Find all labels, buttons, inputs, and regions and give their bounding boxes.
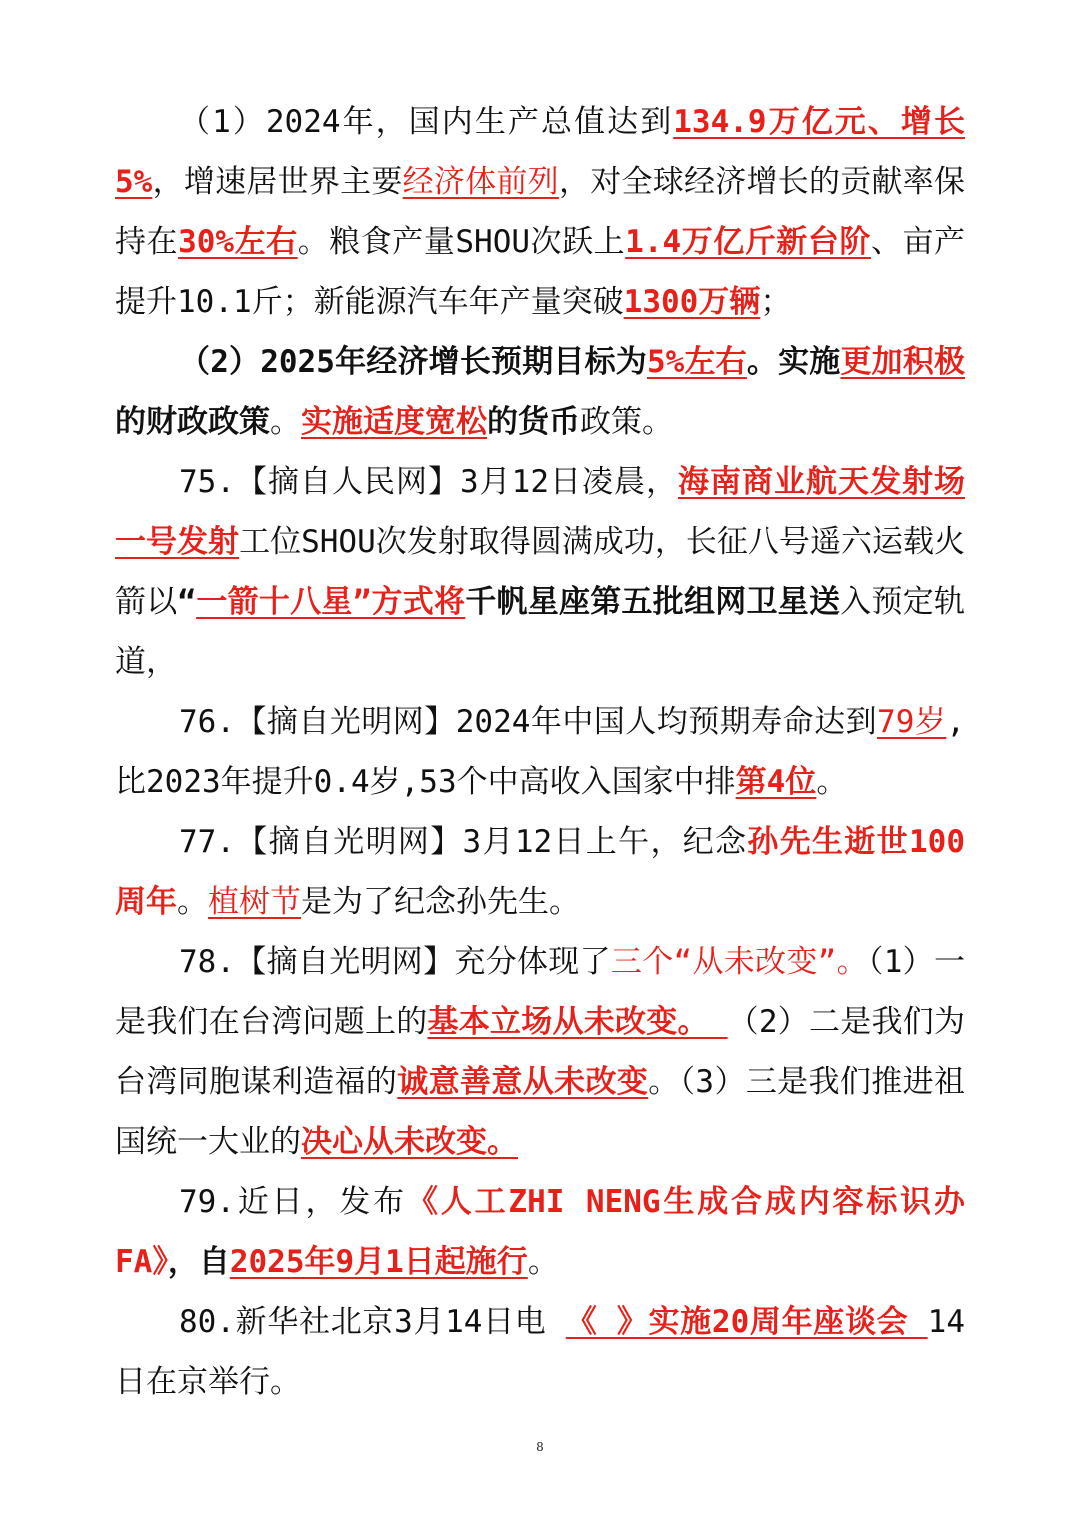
text-run: ，对全球经济增长的贡献率保持在 xyxy=(115,164,966,260)
text-run: 79岁 xyxy=(877,704,947,740)
text-run: 《人工ZHI NENG生成合成内容标识办FA》 xyxy=(115,1184,965,1280)
text-run: ，自 xyxy=(167,1244,230,1280)
text-run: 、亩产提升10.1斤；新能源汽车年产量突破 xyxy=(115,224,965,320)
paragraph-p76 xyxy=(115,692,965,812)
text-run: （1）一是我们在台湾问题上的 xyxy=(115,944,965,1040)
text-run: 诚意善意从未改变 xyxy=(397,1064,649,1100)
text-run: 政策。 xyxy=(580,404,673,440)
text-run: 海南商业航天发射场一号发射 xyxy=(115,464,966,560)
text-run: “ xyxy=(177,584,197,620)
text-run: 孙先生逝世100周年 xyxy=(115,824,965,920)
text-run: 的财政政策 xyxy=(115,404,270,440)
text-run: 工位SHOU次发射取得圆满成功，长征八号遥六运载火箭以 xyxy=(115,524,966,620)
text-run: 三个“从未改变”。 xyxy=(610,944,868,980)
text-run: 的货币 xyxy=(487,404,580,440)
text-run: 75.【摘自人民网】3月12日凌晨， xyxy=(179,464,678,500)
text-run: 30%左右 xyxy=(178,224,298,260)
text-run: 1.4万亿斤新台阶 xyxy=(625,224,871,260)
text-run: 2025年9月1日起施行 xyxy=(229,1244,528,1280)
paragraph-p79 xyxy=(115,1172,965,1292)
text-run: 。（3）三是我们推进祖国统一大业的 xyxy=(115,1064,966,1160)
text-run: 。 xyxy=(527,1244,559,1280)
paragraph-p80 xyxy=(115,1292,965,1412)
paragraph-p1 xyxy=(115,92,965,332)
text-run: 决心从未改变。 xyxy=(301,1124,518,1160)
text-run: （2）二是我们为台湾同胞谋利造福的 xyxy=(115,1004,965,1100)
text-run: 实施适度宽松 xyxy=(301,404,487,440)
text-run: 77.【摘自光明网】3月12日上午，纪念 xyxy=(179,824,748,860)
text-run: ； xyxy=(760,284,792,320)
text-run: 基本立场从未改变。 xyxy=(427,1004,728,1040)
text-run: 《 》实施20周年座谈会 xyxy=(565,1304,928,1340)
text-run: 134.9万亿元、增长5% xyxy=(115,104,965,200)
text-run: 更加积极 xyxy=(840,344,966,380)
page-number: 8 xyxy=(536,1440,544,1454)
text-run: ,比2023年提升0.4岁,53个中高收入国家中排 xyxy=(115,704,965,800)
text-run: ，增速居世界主要 xyxy=(152,164,403,200)
text-run: 。 xyxy=(270,404,301,440)
paragraph-p2 xyxy=(115,332,965,452)
text-run: 。粮食产量SHOU次跃上 xyxy=(297,224,626,260)
text-run: 。 xyxy=(177,884,208,920)
text-run: 是为了纪念孙先生。 xyxy=(301,884,580,920)
text-run: 1300万辆 xyxy=(623,284,761,320)
text-run: 植树节 xyxy=(208,884,301,920)
text-run: 经济体前列 xyxy=(402,164,559,200)
paragraph-p78 xyxy=(115,932,965,1172)
text-run: 76.【摘自光明网】2024年中国人均预期寿命达到 xyxy=(179,704,878,740)
paragraph-p75 xyxy=(115,452,965,692)
text-run: 千帆星座第五批组网卫星送 xyxy=(465,584,841,620)
text-run: 第4位 xyxy=(735,764,817,800)
text-run: 5%左右 xyxy=(646,344,747,380)
text-run: （2）2025年经济增长预期目标为 xyxy=(179,344,647,380)
paragraph-p77 xyxy=(115,812,965,932)
text-run: 79.近日，发布 xyxy=(179,1184,407,1220)
text-run: 。实施 xyxy=(746,344,841,380)
document-body xyxy=(115,92,965,1412)
text-run: 入预定轨道， xyxy=(115,584,966,680)
text-run: （1）2024年，国内生产总值达到 xyxy=(179,104,674,140)
text-run: 一箭十八星”方式将 xyxy=(196,584,466,620)
text-run: 80.新华社北京3月14日电 xyxy=(179,1304,566,1340)
text-run: 14日在京举行。 xyxy=(115,1304,965,1400)
text-run: 78.【摘自光明网】充分体现了 xyxy=(179,944,611,980)
text-run: 。 xyxy=(816,764,848,800)
